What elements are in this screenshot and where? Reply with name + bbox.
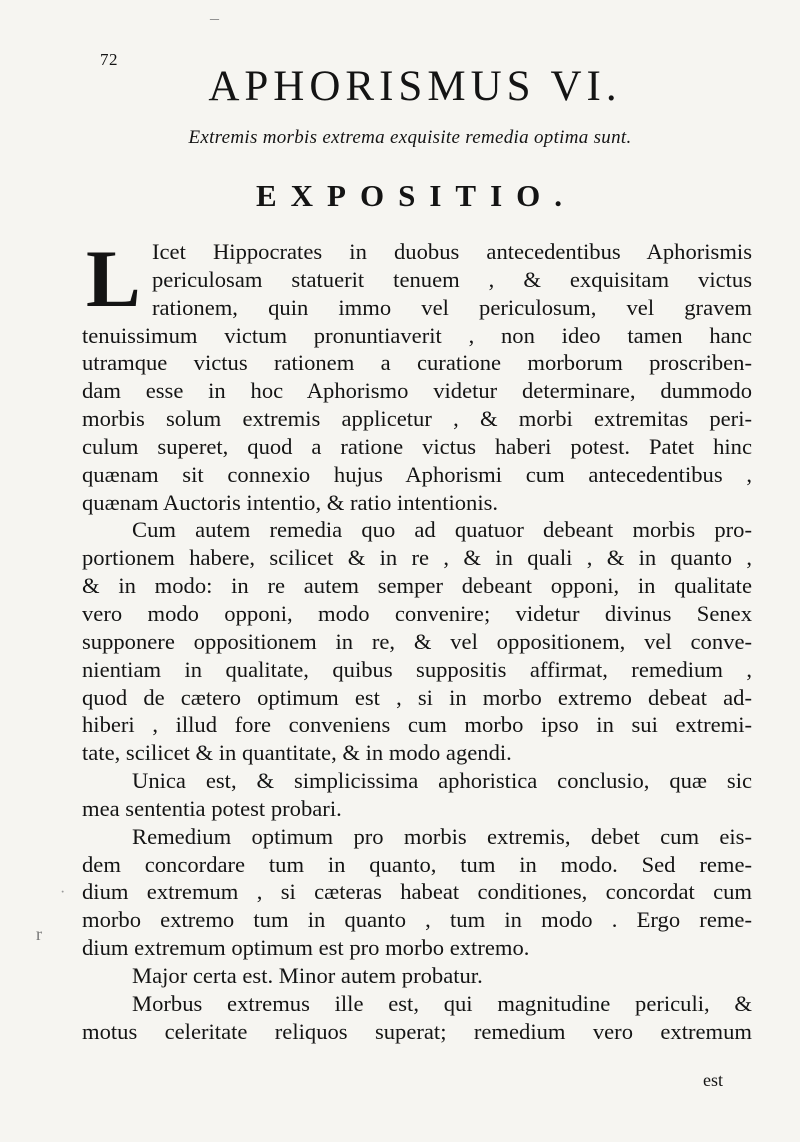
text-line: tate, scilicet & in quantitate, & in modo agendi. — [82, 740, 512, 766]
catchword: est — [703, 1070, 723, 1090]
text-line: Icet Hippocrates in duobus antecedentibus Aphorismis — [152, 239, 752, 264]
text-line: morbo extremo tum in quanto , tum in modo . Ergo reme- — [82, 907, 752, 933]
stray-mark: – — [210, 8, 219, 28]
margin-mark: r — [36, 924, 42, 944]
text-line: dium extremum optimum est pro morbo extremo. — [82, 935, 530, 961]
text-line: supponere oppositionem in re, & vel oppositionem, vel conve- — [82, 628, 752, 654]
text-line: culum superet, quod a ratione victus haberi potest. Patet hinc — [82, 433, 752, 459]
text-line: quænam Auctoris intentio, & ratio intentionis. — [82, 489, 499, 515]
text-line: tenuissimum victum pronuntiaverit , non ideo tamen hanc — [82, 322, 752, 348]
text-line: dam esse in hoc Aphorismo videtur determinare, dummodo — [82, 378, 752, 404]
text-line: dium extremum , si cæteras habeat conditiones, concordat cum — [82, 879, 752, 905]
text-line: periculosam statuerit tenuem , & exquisitam victus — [152, 266, 752, 292]
section-heading: EXPOSITIO. — [255, 178, 577, 213]
text-line: Unica est, & simplicissima aphoristica conclusio, quæ sic — [132, 768, 752, 794]
page-number: 72 — [100, 50, 118, 69]
text-line: quod de cætero optimum est , si in morbo extremo debeat ad- — [82, 684, 752, 710]
text-line: rationem, quin immo vel periculosum, vel gravem — [152, 294, 752, 320]
text-line: dem concordare tum in quanto, tum in modo. Sed reme- — [82, 851, 752, 877]
text-line: Major certa est. Minor autem probatur. — [132, 962, 483, 988]
page-title: APHORISMUS VI. — [208, 63, 622, 110]
text-line: vero modo opponi, modo convenire; videtur divinus Senex — [82, 600, 752, 626]
text-line: utramque victus rationem a curatione morborum proscriben- — [82, 350, 752, 376]
text-line: mea sententia potest probari. — [82, 795, 342, 821]
text-line: hiberi , illud fore conveniens cum morbo ipso in sui extremi- — [82, 712, 752, 738]
text-line: Remedium optimum pro morbis extremis, debet cum eis- — [132, 823, 752, 849]
text-line: nientiam in qualitate, quibus suppositis affirmat, remedium , — [82, 656, 752, 682]
text-line: motus celeritate reliquos superat; remedium vero extremum — [82, 1018, 752, 1044]
text-line: morbis solum extremis applicetur , & morbi extremitas peri- — [82, 406, 752, 432]
body-text — [82, 233, 752, 1045]
margin-dash: · — [60, 884, 66, 901]
text-line: portionem habere, scilicet & in re , & in quali , & in quanto , — [82, 545, 752, 571]
text-line: Morbus extremus ille est, qui magnitudine periculi, & — [132, 990, 752, 1016]
aphorism-subtitle: Extremis morbis extrema exquisite remedia optima sunt. — [188, 127, 632, 148]
drop-capital: L — [86, 233, 141, 324]
text-line: quænam sit connexio hujus Aphorismi cum antecedentibus , — [82, 461, 752, 487]
text-line: Cum autem remedia quo ad quatuor debeant morbis pro- — [132, 517, 752, 543]
text-line: & in modo: in re autem semper debeant opponi, in qualitate — [82, 573, 752, 599]
